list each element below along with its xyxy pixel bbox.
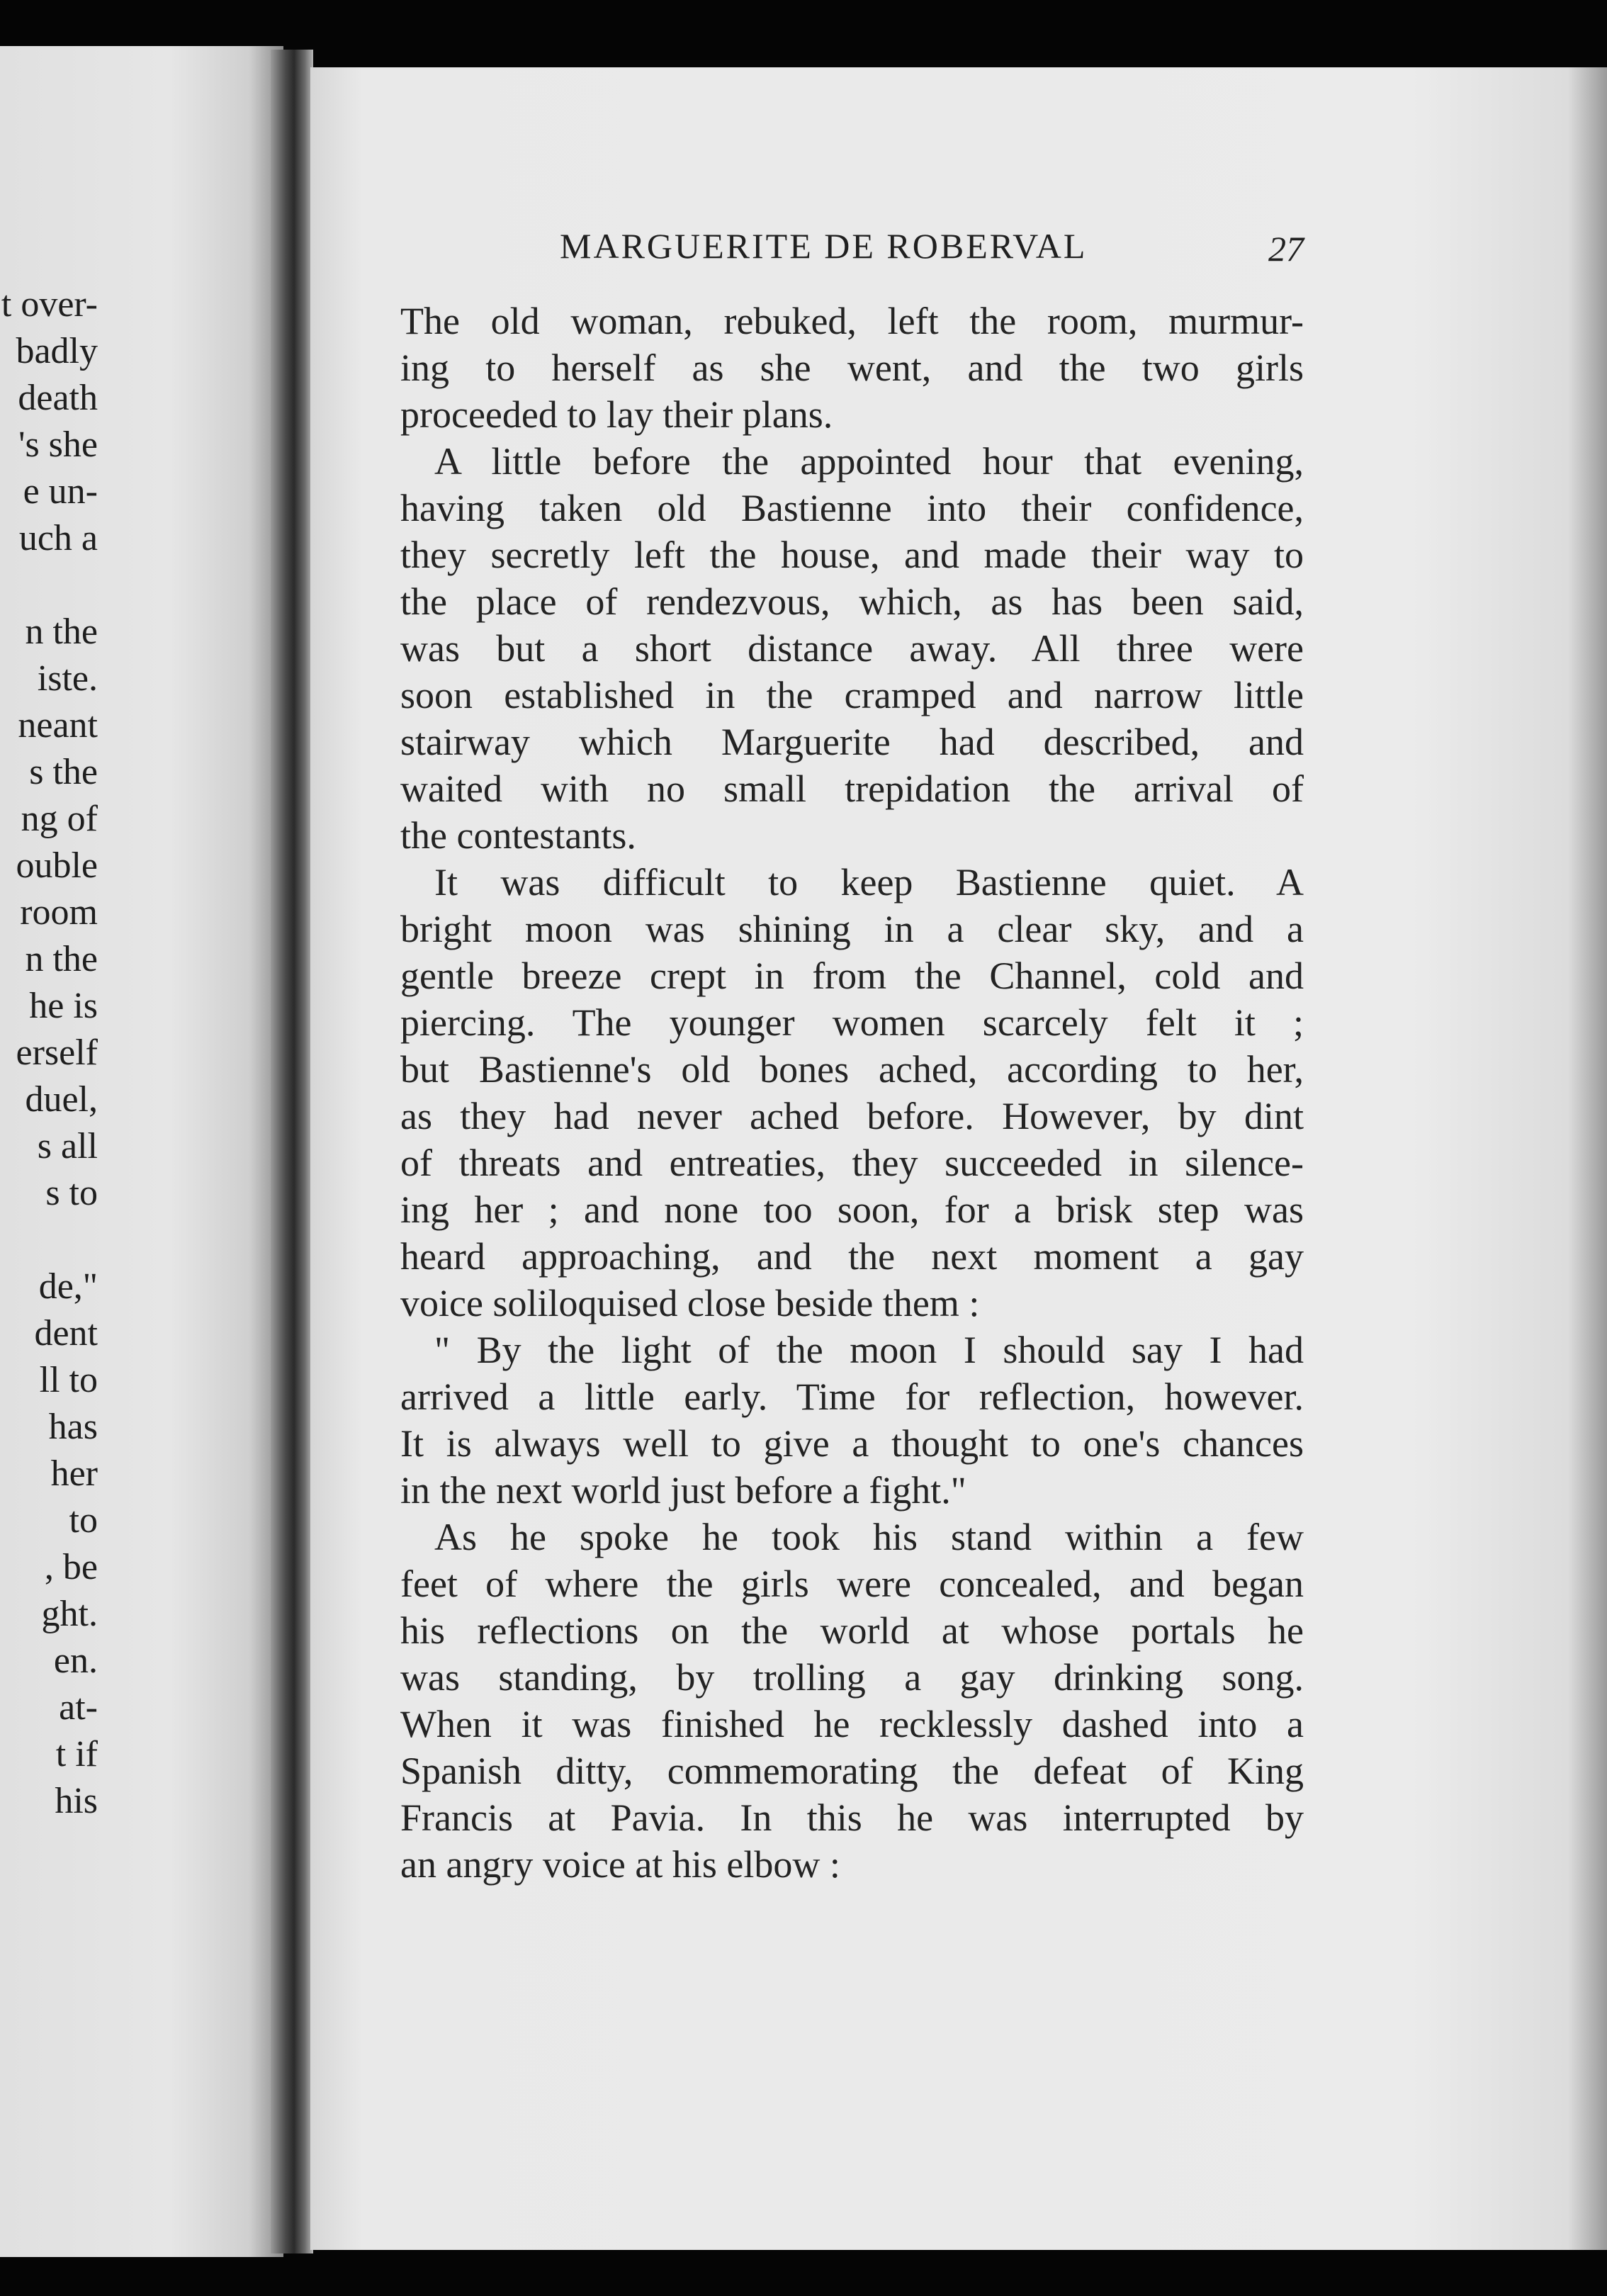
left-page-fragment: en. xyxy=(53,1641,98,1681)
left-page-fragment: uch a xyxy=(18,518,98,558)
left-page-fragment: ll to xyxy=(39,1360,98,1400)
text-line: gentle breeze crept in from the Channel, cold and xyxy=(400,955,1304,997)
text-line: the contestants. xyxy=(400,814,636,857)
text-line: ing to herself as she went, and the two girls xyxy=(400,347,1304,389)
left-page-fragment: n the xyxy=(25,612,98,652)
left-page-fragment: ng of xyxy=(21,799,98,839)
text-line: waited with no small trepidation the arrival of xyxy=(400,767,1304,810)
left-page-fragment: s the xyxy=(29,752,98,792)
paragraph xyxy=(400,1514,1304,1888)
paragraph xyxy=(400,438,1304,859)
left-page-fragment: ouble xyxy=(16,845,98,886)
text-line: feet of where the girls were concealed, and began xyxy=(400,1563,1304,1605)
left-page-fragment: 's she xyxy=(18,424,98,465)
left-page-fragment: de," xyxy=(38,1266,98,1307)
page-number: 27 xyxy=(1268,229,1304,269)
book-gutter xyxy=(271,50,313,2253)
body-text xyxy=(400,298,1304,1888)
left-page-fragment: ght. xyxy=(41,1594,98,1634)
left-page-fragment: t over- xyxy=(1,284,98,325)
left-page-fragment: her xyxy=(50,1453,98,1494)
left-page-fragment: at- xyxy=(59,1687,98,1728)
text-line: soon established in the cramped and narrow little xyxy=(400,674,1304,716)
left-page-fragment: he is xyxy=(29,986,98,1026)
text-line: " By the light of the moon I should say I had xyxy=(434,1329,1304,1371)
text-line: of threats and entreaties, they succeeded in silence- xyxy=(400,1142,1304,1184)
left-page-fragment: badly xyxy=(16,331,98,371)
text-line: voice soliloquised close beside them : xyxy=(400,1282,980,1324)
paragraph xyxy=(400,1327,1304,1514)
text-line: stairway which Marguerite had described, and xyxy=(400,721,1304,763)
left-page-fragment: , be xyxy=(44,1547,98,1587)
text-line: ing her ; and none too soon, for a brisk step was xyxy=(400,1188,1304,1231)
text-line: A little before the appointed hour that evening, xyxy=(434,440,1304,483)
text-line: The old woman, rebuked, left the room, murmur- xyxy=(400,300,1304,342)
running-head: MARGUERITE DE ROBERVAL xyxy=(560,226,1088,266)
text-line: his reflections on the world at whose portals he xyxy=(400,1609,1304,1652)
left-page-fragment: n the xyxy=(25,939,98,979)
text-line: an angry voice at his elbow : xyxy=(400,1843,840,1886)
text-line: as they had never ached before. However, by dint xyxy=(400,1095,1304,1137)
text-line: proceeded to lay their plans. xyxy=(400,393,833,436)
left-page-fragment: room xyxy=(20,892,98,933)
left-page-fragment: s all xyxy=(37,1126,98,1166)
left-page-fragment: dent xyxy=(34,1313,98,1354)
text-line: was standing, by trolling a gay drinking song. xyxy=(400,1656,1304,1699)
text-line: Spanish ditty, commemorating the defeat of King xyxy=(400,1750,1304,1792)
left-page-fragment: erself xyxy=(16,1032,98,1073)
text-line: the place of rendezvous, which, as has been said, xyxy=(400,580,1304,623)
text-line: piercing. The younger women scarcely felt it ; xyxy=(400,1001,1304,1044)
text-line: having taken old Bastienne into their confidence, xyxy=(400,487,1304,529)
left-page-fragment: s to xyxy=(45,1173,98,1213)
left-page-fragment: to xyxy=(69,1500,98,1541)
left-page-fragment: duel, xyxy=(25,1079,98,1120)
text-line: they secretly left the house, and made their way to xyxy=(400,534,1304,576)
text-line: arrived a little early. Time for reflection, however. xyxy=(400,1375,1304,1418)
text-line: bright moon was shining in a clear sky, and a xyxy=(400,908,1304,950)
text-line: It is always well to give a thought to one's chances xyxy=(400,1422,1304,1465)
text-line: Francis at Pavia. In this he was interrupted by xyxy=(400,1796,1304,1839)
text-line: in the next world just before a fight." xyxy=(400,1469,966,1512)
text-line: heard approaching, and the next moment a gay xyxy=(400,1235,1304,1278)
left-page-fragment: death xyxy=(18,378,98,418)
paragraph xyxy=(400,859,1304,1327)
text-line: was but a short distance away. All three were xyxy=(400,627,1304,670)
left-page-fragment: e un- xyxy=(23,471,98,512)
text-line: It was difficult to keep Bastienne quiet. A xyxy=(434,861,1304,904)
left-page-fragment: t if xyxy=(55,1734,98,1774)
paragraph xyxy=(400,298,1304,438)
left-page-edge xyxy=(0,46,283,2257)
left-page-fragment: his xyxy=(55,1781,98,1821)
text-line: When it was finished he recklessly dashed into a xyxy=(400,1703,1304,1745)
left-page-fragment: neant xyxy=(18,705,98,745)
text-line: but Bastienne's old bones ached, according to her, xyxy=(400,1048,1304,1091)
left-page-fragment: iste. xyxy=(37,658,98,699)
text-line: As he spoke he took his stand within a few xyxy=(434,1516,1304,1558)
left-page-fragment: has xyxy=(48,1407,98,1447)
